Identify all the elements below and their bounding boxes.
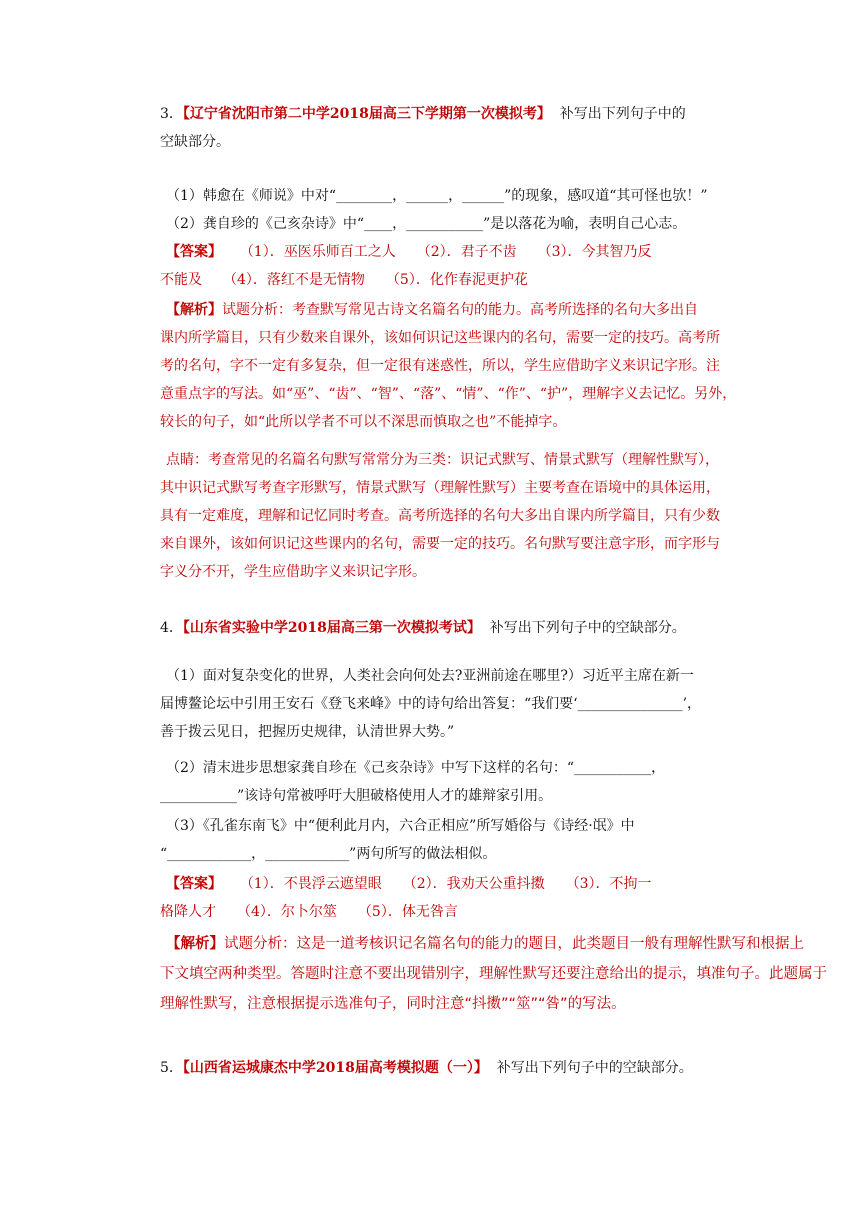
q4-analysis-line-2: 下文填空两种类型。答题时注意不要出现错别字，理解性默写还要注意给出的提示，填准句子。此题属于 [160, 966, 827, 982]
q3-tip-line-4: 来自课外，该如何识记这些课内的名句，需要一定的技巧。名句默写要注意字形，而字形与 [160, 536, 720, 552]
q4-item-2-line-2: ___________”该诗句常被呼吁大胆破格使用人才的雄辩家引用。 [160, 788, 553, 804]
q3-answer-line-1 [166, 240, 652, 264]
q4-item-1-line-1: （1）面对复杂变化的世界，人类社会向何处去?亚洲前途在哪里?）习近平主席在新一 [166, 668, 694, 684]
q5-prompt: 补写出下列句子中的空缺部分。 [496, 1060, 693, 1076]
q4-analysis-text-1: 试题分析：这是一道考核识记名篇名句的能力的题目，此类题目一般有理解性默写和根据上 [224, 936, 804, 952]
q3-tip-line-2: 其中识记式默写考查字形默写，情景式默写（理解性默写）主要考查在语境中的具体运用， [160, 480, 720, 496]
q3-tip-line-5: 字义分不开，学生应借助字义来识记字形。 [160, 564, 426, 580]
q3-tip-line-1: 点睛：考查常见的名篇名句默写常常分为三类：识记式默写、情景式默写（理解性默写）， [166, 452, 719, 468]
q4-number: 4． [160, 620, 183, 636]
q4-analysis-line-1 [166, 932, 804, 956]
q3-answer-line-2: 不能及 （4）．落红不是无情物 （5）．化作春泥更护花 [160, 272, 528, 288]
q4-item-3-line-2: “____________，____________”两句所写的做法相似。 [160, 846, 497, 862]
q3-analysis-line-2: 课内所学篇目，只有少数来自课外，该如何识记这些课内的名句，需要一定的技巧。高考所 [160, 330, 720, 346]
q3-answer-text-1: （1）．巫医乐师百工之人 （2）．君子不齿 （3）．今其智乃反 [239, 244, 652, 260]
q4-item-3-line-1: （3）《孔雀东南飞》中“便利此月内，六合正相应”所写婚俗与《诗经·氓》中 [166, 818, 635, 834]
q4-answer-tag: 【答案】 [166, 876, 222, 892]
q4-answer-line-1 [166, 872, 652, 896]
q4-item-1-line-2: 届博鳌论坛中引用王安石《登飞来峰》中的诗句给出答复：“我们要‘_______________’， [160, 696, 702, 712]
q3-analysis-line-1 [166, 298, 698, 322]
q3-analysis-text-1: 试题分析：考查默写常见古诗文名篇名句的能力。高考所选择的名句大多出自 [222, 302, 698, 318]
q3-source: 【辽宁省沈阳市第二中学2018届高三下学期第一次模拟考】 [182, 106, 551, 122]
q4-heading [160, 616, 686, 640]
q3-analysis-line-4: 意重点字的写法。如“巫”、“齿”、“智”、“落”、“情”、“作”、“护”，理解字义去记忆。另外， [160, 386, 737, 402]
q4-analysis-tag: 【解析】 [166, 936, 224, 952]
q3-tip-line-3: 具有一定难度，理解和记忆同时考查。高考所选择的名句大多出自课内所学篇目，只有少数 [160, 508, 720, 524]
q4-item-1-line-3: 善于拨云见日，把握历史规律，认清世界大势。” [160, 724, 455, 740]
q3-heading [160, 102, 686, 126]
q5-heading [160, 1056, 693, 1080]
q4-prompt: 补写出下列句子中的空缺部分。 [489, 620, 686, 636]
q4-answer-text-1: （1）．不畏浮云遮望眼 （2）．我劝天公重抖擞 （3）．不拘一 [239, 876, 652, 892]
q3-prompt: 补写出下列句子中的 [559, 106, 686, 122]
q3-item-2: （2）龚自珍的《己亥杂诗》中“____，___________”是以落花为喻，表明自己心志。 [166, 216, 687, 232]
q3-answer-tag: 【答案】 [166, 244, 222, 260]
q4-source: 【山东省实验中学2018届高三第一次模拟考试】 [182, 620, 481, 636]
q4-item-2-line-1: （2）清末进步思想家龚自珍在《己亥杂诗》中写下这样的名句：“___________， [166, 760, 666, 776]
q5-source: 【山西省运城康杰中学2018届高考模拟题（一）】 [182, 1060, 488, 1076]
q4-answer-line-2: 格降人才 （4）．尔卜尔筮 （5）．体无咎言 [160, 904, 458, 920]
q3-analysis-line-5: 较长的句子，如“此所以学者不可以不深思而慎取之也”不能掉字。 [160, 414, 567, 430]
q4-analysis-line-3: 理解性默写，注意根据提示选准句子，同时注意“抖擞”“筮”“咎”的写法。 [160, 996, 626, 1012]
q3-prompt-cont: 空缺部分。 [160, 134, 230, 150]
q3-analysis-tag: 【解析】 [166, 302, 222, 318]
q3-analysis-line-3: 考的名句，字不一定有多复杂，但一定很有迷惑性，所以，学生应借助字义来识记字形。注 [160, 358, 720, 374]
q3-number: 3． [160, 106, 183, 122]
q3-item-1: （1）韩愈在《师说》中对“________，______，______”的现象，感叹道“其可怪也欤！” [166, 188, 708, 204]
q5-number: 5． [160, 1060, 183, 1076]
